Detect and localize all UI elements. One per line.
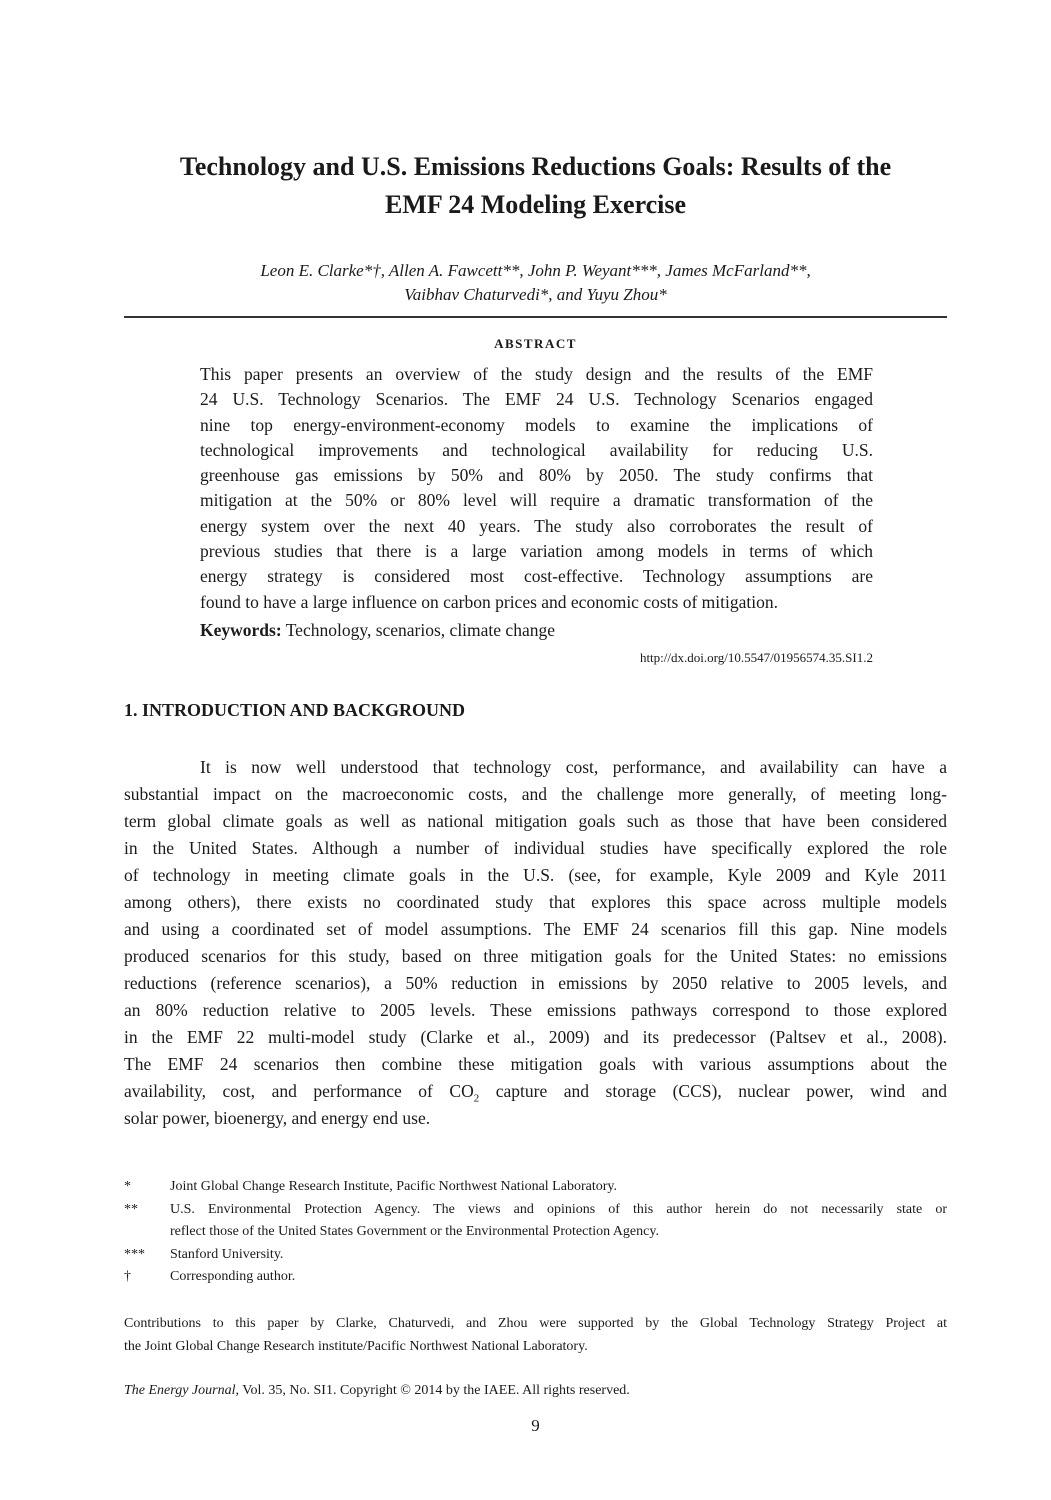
- abstract-heading: ABSTRACT: [494, 336, 577, 351]
- footnote-affiliation-3: [124, 1244, 947, 1267]
- abstract-line: technological improvements and technological availability for reducing U.S.: [200, 439, 873, 460]
- footnote-text: reflect those of the United States Government or the Environmental Protection Agency.: [170, 1224, 659, 1239]
- title-divider: [124, 316, 947, 318]
- journal-citation: [124, 1383, 630, 1399]
- body-line: in the United States. Although a number of individual studies have specifically explored the role: [124, 838, 947, 858]
- contributions-line: Contributions to this paper by Clarke, Chaturvedi, and Zhou were supported by the Global Technology Strategy Project at: [124, 1316, 947, 1331]
- keywords: [200, 618, 873, 643]
- co2-pre: availability, cost, and performance of CO: [124, 1081, 474, 1101]
- abstract-line: 24 U.S. Technology Scenarios. The EMF 24 U.S. Technology Scenarios engaged: [200, 389, 873, 410]
- author-list: [120, 259, 951, 307]
- footnote-text: Joint Global Change Research Institute, Pacific Northwest National Laboratory.: [170, 1179, 617, 1194]
- co2-subscript: 2: [473, 1092, 480, 1105]
- authors-line-2: Vaibhav Chaturvedi*, and Yuyu Zhou*: [404, 285, 667, 304]
- journal-copyright: , Vol. 35, No. SI1. Copyright © 2014 by the IAEE. All rights reserved.: [235, 1383, 630, 1398]
- keywords-label: Keywords:: [200, 620, 282, 640]
- footnote-affiliation-2: [124, 1199, 947, 1244]
- journal-name: The Energy Journal: [124, 1383, 236, 1398]
- abstract-line: nine top energy-environment-economy models to examine the implications of: [200, 414, 873, 435]
- contributions-note: [124, 1313, 947, 1358]
- footnote-text: Corresponding author.: [170, 1269, 296, 1284]
- abstract-line: This paper presents an overview of the study design and the results of the EMF: [200, 364, 873, 384]
- page-number: 9: [531, 1416, 540, 1435]
- footnote-mark: †: [124, 1269, 131, 1284]
- abstract-line: mitigation at the 50% or 80% level will require a dramatic transformation of the: [200, 490, 873, 511]
- doi-link[interactable]: http://dx.doi.org/10.5547/01956574.35.SI1.2: [639, 650, 873, 665]
- body-line: and using a coordinated set of model assumptions. The EMF 24 scenarios fill this gap. Nine models: [124, 919, 947, 939]
- footnote-mark: *: [124, 1179, 131, 1194]
- intro-paragraph: [124, 754, 947, 1132]
- footnote-affiliation-1: [124, 1176, 947, 1199]
- body-line: produced scenarios for this study, based on three mitigation goals for the United States: no emissions: [124, 946, 947, 966]
- contributions-line: the Joint Global Change Research institute/Pacific Northwest National Laboratory.: [124, 1338, 588, 1354]
- footnote-corresponding: [124, 1266, 947, 1289]
- body-line: The EMF 24 scenarios then combine these mitigation goals with various assumptions about the: [124, 1054, 947, 1074]
- title-line-2: EMF 24 Modeling Exercise: [384, 190, 687, 219]
- abstract-line: energy system over the next 40 years. The study also corroborates the result of: [200, 515, 873, 536]
- footnote-mark: **: [124, 1201, 138, 1217]
- body-line: reductions (reference scenarios), a 50% reduction in emissions by 2050 relative to 2005 levels, and: [124, 973, 947, 993]
- body-line: among others), there exists no coordinated study that explores this space across multiple models: [124, 892, 947, 912]
- body-line: term global climate goals as well as national mitigation goals such as those that have been considered: [124, 811, 947, 831]
- footnote-text: Stanford University.: [170, 1246, 284, 1262]
- body-line-co2: [124, 1078, 947, 1105]
- abstract-body: [200, 362, 873, 615]
- body-line: of technology in meeting climate goals in the U.S. (see, for example, Kyle 2009 and Kyle 2011: [124, 865, 947, 885]
- keywords-text: Technology, scenarios, climate change: [281, 620, 555, 640]
- abstract-line: energy strategy is considered most cost-effective. Technology assumptions are: [200, 566, 873, 587]
- abstract-line: previous studies that there is a large variation among models in terms of which: [200, 541, 873, 562]
- title-line-1: Technology and U.S. Emissions Reductions Goals: Results of the: [179, 152, 892, 181]
- body-line: substantial impact on the macroeconomic costs, and the challenge more generally, of meeting long-: [124, 784, 947, 804]
- section-heading: 1. INTRODUCTION AND BACKGROUND: [124, 700, 466, 720]
- co2-post: capture and storage (CCS), nuclear power, wind and: [479, 1081, 947, 1101]
- footnote-text: U.S. Environmental Protection Agency. The views and opinions of this author herein do not necessarily state or: [170, 1201, 947, 1217]
- paper-title: [100, 148, 971, 224]
- footnotes: [124, 1176, 947, 1289]
- authors-line-1: Leon E. Clarke*†, Allen A. Fawcett**, John P. Weyant***, James McFarland**,: [260, 261, 811, 280]
- abstract-line: greenhouse gas emissions by 50% and 80% by 2050. The study confirms that: [200, 465, 873, 486]
- footnote-mark: ***: [124, 1246, 145, 1262]
- body-line: an 80% reduction relative to 2005 levels. These emissions pathways correspond to those explored: [124, 1000, 947, 1020]
- abstract-line: found to have a large influence on carbon prices and economic costs of mitigation.: [200, 591, 778, 612]
- body-line: It is now well understood that technology cost, performance, and availability can have a: [200, 757, 947, 777]
- body-line: in the EMF 22 multi-model study (Clarke et al., 2009) and its predecessor (Paltsev et al., 2008).: [124, 1027, 947, 1047]
- body-line: solar power, bioenergy, and energy end use.: [124, 1108, 431, 1128]
